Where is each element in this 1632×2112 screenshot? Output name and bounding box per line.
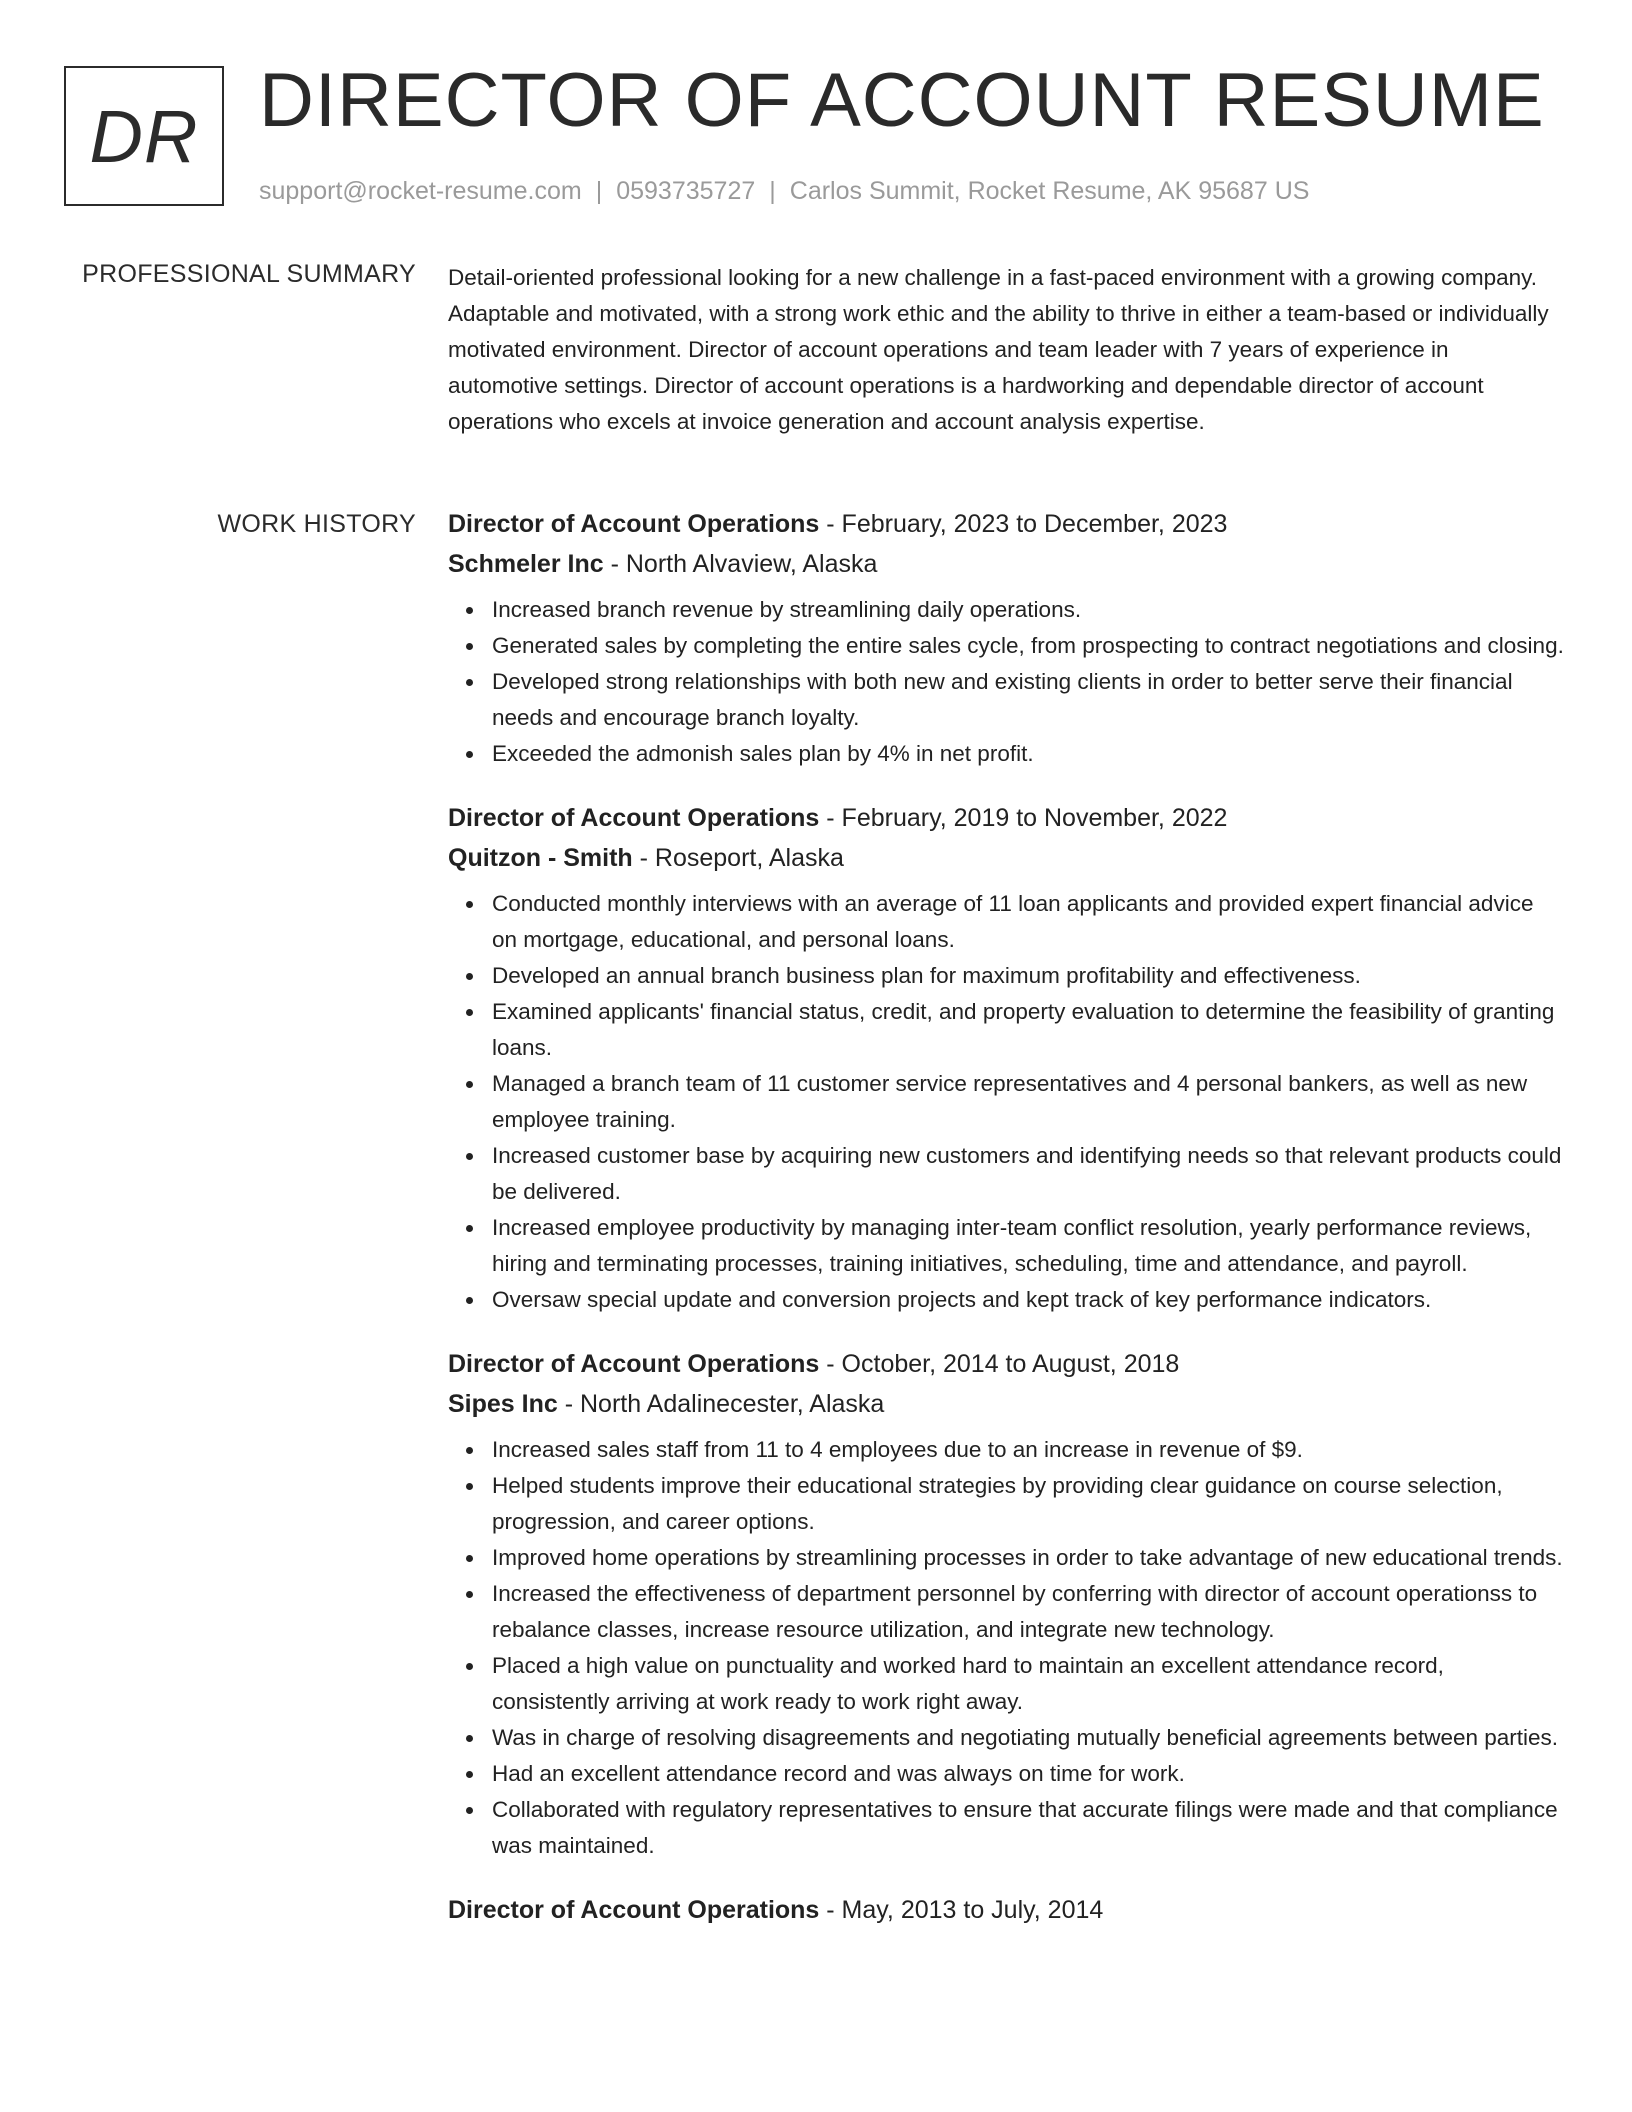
job-location: - North Adalinecester, Alaska [557,1390,885,1418]
job-dates: - February, 2023 to December, 2023 [819,510,1228,538]
job-bullet: Increased the effectiveness of department personnel by conferring with director of account operationss to rebalance classes, increase resource utilization, and integrate new technology. [492,1576,1564,1648]
job-company: Quitzon - Smith [448,844,633,872]
job-entry [448,798,1564,1318]
monogram-badge [64,66,224,206]
job-company: Schmeler Inc [448,550,604,578]
job-bullet: Conducted monthly interviews with an average of 11 loan applicants and provided expert financial advice on mortgage, educational, and personal loans. [492,886,1564,958]
job-title: Director of Account Operations [448,1350,820,1378]
contact-separator: | [769,177,776,205]
job-company-line [448,1384,1564,1424]
job-title-line [448,504,1564,544]
job-bullet: Was in charge of resolving disagreements and negotiating mutually beneficial agreements between parties. [492,1720,1564,1756]
contact-address: Carlos Summit, Rocket Resume, AK 95687 US [789,177,1310,205]
job-title: Director of Account Operations [448,510,820,538]
job-bullet: Increased customer base by acquiring new customers and identifying needs so that relevant products could be delivered. [492,1138,1564,1210]
job-dates: - October, 2014 to August, 2018 [819,1350,1180,1378]
job-bullet: Helped students improve their educational strategies by providing clear guidance on course selection, progression, and career options. [492,1468,1564,1540]
job-title-line [448,1344,1564,1384]
job-bullet: Managed a branch team of 11 customer service representatives and 4 personal bankers, as well as new employee training. [492,1066,1564,1138]
job-bullet-list [448,886,1564,1318]
job-location: - Roseport, Alaska [632,844,844,872]
job-bullet: Increased sales staff from 11 to 4 employees due to an increase in revenue of $9. [492,1432,1564,1468]
job-title-line [448,1890,1564,1930]
jobs-list [448,504,1564,1956]
job-entry [448,1890,1564,1930]
job-entry [448,1344,1564,1864]
job-title: Director of Account Operations [448,804,820,832]
job-bullet-list [448,1432,1564,1864]
job-bullet: Generated sales by completing the entire sales cycle, from prospecting to contract negotiations and closing. [492,628,1564,664]
job-dates: - May, 2013 to July, 2014 [819,1896,1104,1924]
job-bullet: Examined applicants' financial status, credit, and property evaluation to determine the feasibility of granting loans. [492,994,1564,1066]
contact-email[interactable]: support@rocket-resume.com [259,177,582,205]
job-bullet: Increased branch revenue by streamlining daily operations. [492,592,1564,628]
job-location: - North Alvaview, Alaska [603,550,878,578]
job-bullet: Oversaw special update and conversion projects and kept track of key performance indicators. [492,1282,1564,1318]
job-bullet: Had an excellent attendance record and was always on time for work. [492,1756,1564,1792]
job-company: Sipes Inc [448,1390,558,1418]
contact-phone[interactable]: 0593735727 [616,177,756,205]
work-history-label: WORK HISTORY [217,510,416,538]
monogram-initials: DR [89,94,199,178]
job-dates: - February, 2019 to November, 2022 [819,804,1228,832]
job-bullet: Improved home operations by streamlining processes in order to take advantage of new educational trends. [492,1540,1564,1576]
job-bullet: Placed a high value on punctuality and worked hard to maintain an excellent attendance record, consistently arriving at work ready to work right away. [492,1648,1564,1720]
job-title-line [448,798,1564,838]
job-bullet-list [448,592,1564,772]
contact-separator: | [595,177,603,205]
resume-title: DIRECTOR OF ACCOUNT RESUME [259,58,1545,143]
summary-label: PROFESSIONAL SUMMARY [82,260,416,288]
job-title: Director of Account Operations [448,1896,820,1924]
job-bullet: Collaborated with regulatory representatives to ensure that accurate filings were made and that compliance was maintained. [492,1792,1564,1864]
contact-line [259,176,1309,206]
job-bullet: Developed strong relationships with both new and existing clients in order to better serve their financial needs and encourage branch loyalty. [492,664,1564,736]
job-bullet: Developed an annual branch business plan for maximum profitability and effectiveness. [492,958,1564,994]
job-entry [448,504,1564,772]
job-company-line [448,838,1564,878]
job-bullet: Increased employee productivity by managing inter-team conflict resolution, yearly performance reviews, hiring and terminating processes, training initiatives, scheduling, time and attendance, and payroll. [492,1210,1564,1282]
summary-text: Detail-oriented professional looking for a new challenge in a fast-paced environment with a growing company. Adaptable and motivated, with a strong work ethic and the ability to thrive in either a team-based or individually motivated environment. Director of account operations and team leader with 7 years of experience in automotive settings. Director of account operations is a hardworking and dependable director of account operations who excels at invoice generation and account analysis expertise. [448,265,1549,434]
job-company-line [448,544,1564,584]
job-bullet: Exceeded the admonish sales plan by 4% in net profit. [492,736,1564,772]
